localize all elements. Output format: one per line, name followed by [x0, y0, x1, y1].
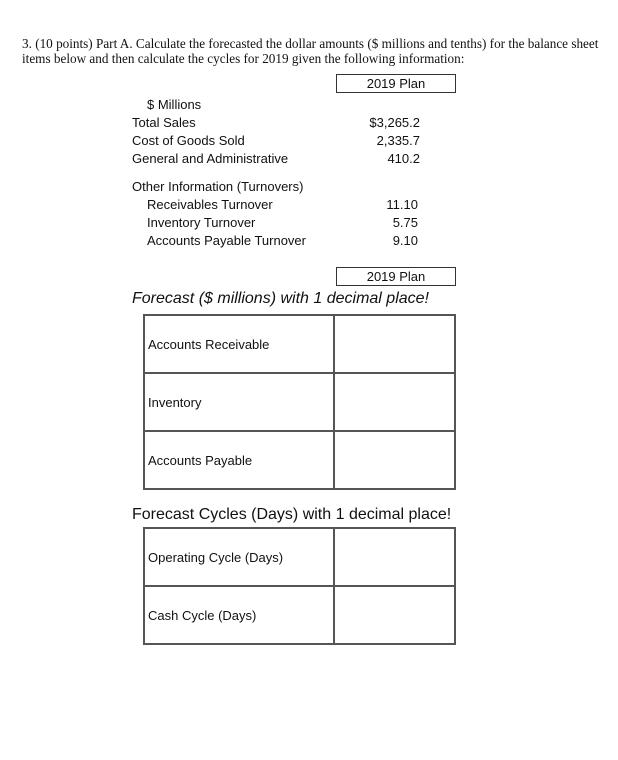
table-row — [144, 373, 455, 431]
table-row — [144, 528, 455, 586]
cogs-label: Cost of Goods Sold — [132, 133, 245, 148]
total-sales-label: Total Sales — [132, 115, 196, 130]
other-info-label: Other Information (Turnovers) — [132, 179, 304, 194]
question-text: 3. (10 points) Part A. Calculate the forecasted the dollar amounts ($ millions and tenths) for the balance sheet items below and then calculate the cycles for 2019 given the following information: — [22, 36, 599, 66]
operating-cycle-label: Operating Cycle (Days) — [144, 528, 334, 586]
forecast-table — [143, 314, 456, 490]
cogs-value: 2,335.7 — [376, 133, 420, 148]
operating-cycle-answer-cell[interactable] — [334, 528, 455, 586]
cycles-table — [143, 527, 456, 645]
receivables-turnover-label: Receivables Turnover — [147, 197, 273, 212]
total-sales-value: $3,265.2 — [369, 115, 420, 130]
forecast-heading: Forecast ($ millions) with 1 decimal place! — [132, 290, 429, 307]
inventory-answer-cell[interactable] — [334, 373, 455, 431]
plan-header: 2019 Plan — [336, 74, 456, 93]
cash-cycle-answer-cell[interactable] — [334, 586, 455, 644]
accounts-receivable-answer-cell[interactable] — [334, 315, 455, 373]
receivables-turnover-value: 11.10 — [386, 197, 418, 212]
inventory-turnover-label: Inventory Turnover — [147, 215, 256, 230]
accounts-receivable-label: Accounts Receivable — [144, 315, 334, 373]
millions-label: $ Millions — [147, 97, 202, 112]
cycles-heading: Forecast Cycles (Days) with 1 decimal place! — [132, 506, 452, 523]
table-row — [144, 586, 455, 644]
accounts-payable-label: Accounts Payable — [144, 431, 334, 489]
cash-cycle-label: Cash Cycle (Days) — [144, 586, 334, 644]
accounts-payable-answer-cell[interactable] — [334, 431, 455, 489]
table-row — [144, 315, 455, 373]
ap-turnover-value: 9.10 — [392, 233, 418, 248]
ga-value: 410.2 — [387, 151, 420, 166]
inventory-turnover-value: 5.75 — [392, 215, 418, 230]
ap-turnover-label: Accounts Payable Turnover — [147, 233, 306, 248]
table-row — [144, 431, 455, 489]
forecast-plan-header: 2019 Plan — [336, 267, 456, 286]
inventory-label: Inventory — [144, 373, 334, 431]
ga-label: General and Administrative — [132, 151, 289, 166]
